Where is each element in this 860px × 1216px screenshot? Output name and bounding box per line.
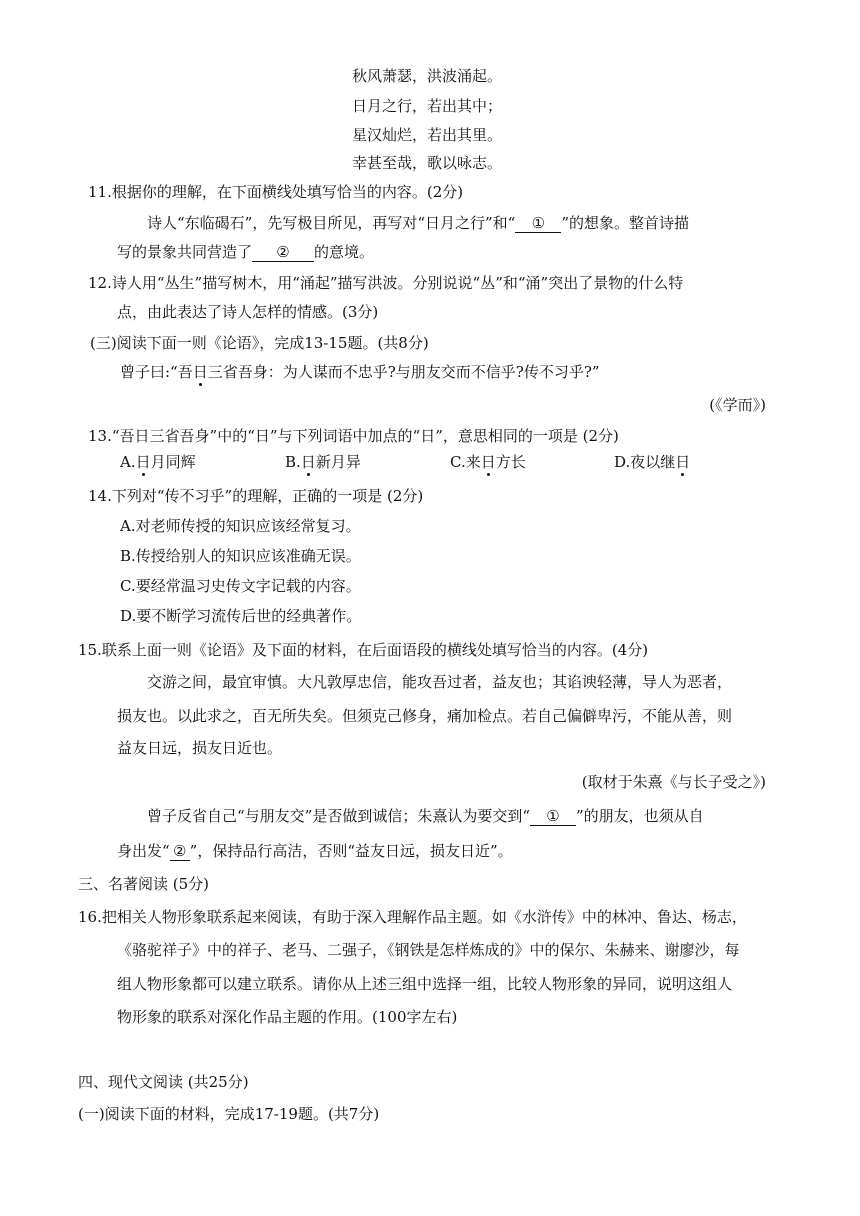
option-text: 月同辉 — [150, 453, 196, 471]
q12-line-2: 点，由此表达了诗人怎样的情感。(3分) — [117, 303, 379, 321]
q15-blank-1[interactable]: ① — [530, 807, 576, 826]
poem-line-3: 星汉灿烂，若出其里。 — [352, 126, 503, 144]
q15-material-line-1: 交游之间，最宜审慎。大凡敦厚忠信，能攻吾过者，益友也；其谄谀轻薄，导人为恶者， — [147, 673, 733, 691]
q11-blank-1[interactable]: ① — [515, 214, 561, 233]
q11-stem: 11.根据你的理解，在下面横线处填写恰当的内容。(2分) — [88, 183, 464, 201]
q16-line-1: 16.把相关人物形象联系起来阅读，有助于深入理解作品主题。如《水浒传》中的林冲、鲁达、杨志， — [78, 908, 747, 926]
q15-stem: 15.联系上面一则《论语》及下面的材料，在后面语段的横线处填写恰当的内容。(4分) — [78, 641, 649, 659]
q11-line-2 — [117, 242, 374, 262]
q15-source: (取材于朱熹《与长子受之》) — [581, 773, 766, 791]
q15-blank-2[interactable]: ② — [170, 842, 190, 861]
option-text: 方长 — [495, 453, 526, 471]
q14-option-c[interactable]: C.要经常温习史传文字记载的内容。 — [120, 577, 361, 595]
q15-text: ”的朋友，也须从自 — [576, 807, 704, 825]
poem-line-1: 秋风萧瑟，洪波涌起。 — [352, 67, 503, 85]
quote-text: 曾子曰:“吾 — [120, 363, 193, 381]
q15-answer-line-1 — [147, 806, 704, 826]
q13-stem: 13.“吾日三省吾身”中的“日”与下列词语中加点的“日”，意思相同的一项是 (2分) — [88, 427, 619, 445]
dotted-char: 日 — [300, 453, 316, 471]
q11-text: 写的景象共同营造了 — [117, 243, 253, 261]
dotted-char: 日 — [192, 363, 208, 381]
q15-text: 曾子反省自己“与朋友交”是否做到诚信；朱熹认为要交到“ — [147, 807, 531, 825]
q15-text: 身出发“ — [117, 842, 170, 860]
option-label: A. — [120, 453, 136, 471]
analects-source: (《学而》) — [709, 396, 766, 414]
q15-material-line-3: 益友日远，损友日近也。 — [117, 739, 283, 757]
dotted-char: 日 — [480, 453, 496, 471]
section-3-heading: (三)阅读下面一则《论语》，完成13-15题。(共8分) — [90, 334, 429, 352]
dotted-char: 日 — [675, 453, 691, 471]
q16-line-4: 物形象的联系对深化作品主题的作用。(100字左右) — [117, 1008, 458, 1026]
q12-line-1: 12.诗人用“丛生”描写树木，用“涌起”描写洪波。分别说说“丛”和“涌”突出了景物的什么特 — [88, 274, 684, 292]
q14-stem: 14.下列对“传不习乎”的理解，正确的一项是 (2分) — [88, 487, 424, 505]
q11-line-1 — [147, 213, 689, 233]
option-text: 新月异 — [315, 453, 361, 471]
q11-blank-2[interactable]: ② — [252, 243, 314, 262]
q15-material-line-2: 损友也。以此求之，百无所失矣。但须克己修身，痛加检点。若自己偏僻卑污，不能从善，则 — [117, 707, 733, 725]
q13-option-d[interactable] — [614, 452, 690, 472]
dotted-char: 日 — [135, 453, 151, 471]
q15-text: ”，保持品行高洁，否则“益友日远，损友日近”。 — [189, 842, 513, 860]
option-label: B. — [285, 453, 301, 471]
quote-text: 三省吾身：为人谋而不忠乎?与朋友交而不信乎?传不习乎?” — [207, 363, 600, 381]
section-classics-heading: 三、名著阅读 (5分) — [78, 875, 210, 893]
q16-line-2: 《骆驼祥子》中的祥子、老马、二强子，《钢铁是怎样炼成的》中的保尔、朱赫来、谢廖沙，每 — [117, 941, 740, 959]
q13-option-a[interactable] — [120, 452, 196, 472]
section-modern-heading: 四、现代文阅读 (共25分) — [78, 1073, 249, 1091]
poem-line-4: 幸甚至哉，歌以咏志。 — [352, 154, 503, 172]
q11-text: 的意境。 — [314, 243, 375, 261]
q13-option-b[interactable] — [285, 452, 361, 472]
q15-answer-line-2 — [117, 841, 513, 861]
q11-text: ”的想象。整首诗描 — [561, 214, 690, 232]
q14-option-b[interactable]: B.传授给别人的知识应该准确无误。 — [120, 547, 361, 565]
poem-line-2: 日月之行，若出其中； — [352, 97, 503, 115]
q14-option-a[interactable]: A.对老师传授的知识应该经常复习。 — [120, 517, 361, 535]
option-label: D.夜以继 — [614, 453, 676, 471]
q14-option-d[interactable]: D.要不断学习流传后世的经典著作。 — [120, 607, 362, 625]
q13-option-c[interactable] — [450, 452, 526, 472]
q11-text: 诗人“东临碣石”，先写极目所见，再写对“日月之行”和“ — [147, 214, 516, 232]
q16-line-3: 组人物形象都可以建立联系。请你从上述三组中选择一组，比较人物形象的异同，说明这组人 — [117, 975, 733, 993]
section-modern-part-1: (一)阅读下面的材料，完成17-19题。(共7分) — [78, 1105, 380, 1123]
option-label: C.来 — [450, 453, 481, 471]
analects-quote — [120, 362, 600, 382]
